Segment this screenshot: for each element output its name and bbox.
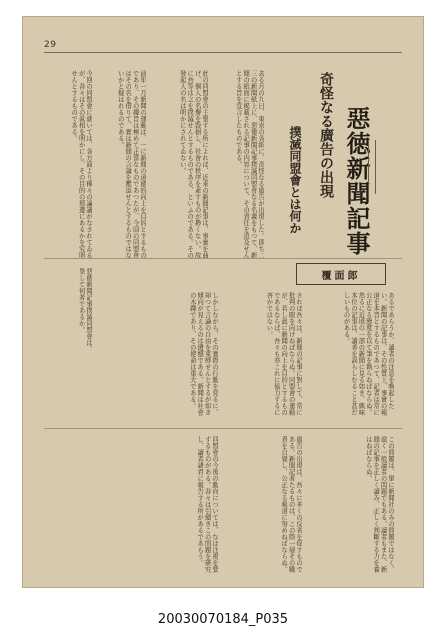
headline-block bbox=[268, 70, 380, 258]
upper-column-b: 此の同盟會の主張する所によれば、近來の新聞記事は、事實を曲げ、個人の名譽を毀損し、社會の秩序を紊すものが尠くない。故に吾等は之を撲滅せんとするものである、といふのである。その發起人の名は明かにされてゐない。 bbox=[178, 70, 208, 259]
lower-column-f: 同盟會の今後の動向については、なほ注視を要するものがある。吾々は引續きこの問題を研究し、讀者諸君に報告する所があるであらう。 bbox=[196, 436, 218, 573]
lower-column-b: されば吾々は、新聞の記事に對して、常に批判の眼を向けねばならぬ。同盟會の運動が、若し眞に新聞の向上を目的とするものであるならば、吾々も亦これに協力するに吝かではない。 bbox=[265, 292, 302, 416]
column-rule-lower bbox=[44, 428, 402, 429]
header-rule bbox=[44, 52, 402, 53]
headline-main: 惡徳新聞記事 bbox=[342, 106, 371, 256]
column-rule-upper bbox=[44, 258, 402, 259]
upper-column-a: 去る月の九日、東京の各紙に、奇怪なる廣告が出現した。即ち二三の新聞紙上に、惡徳新聞記事撲滅同盟會なる名義をもつて、新聞の紙面に掲載される記事の内容について、その責任を追及せんとする旨を宣言したものである。 bbox=[234, 70, 264, 259]
headline-kicker: 奇怪なる廣告の出現 bbox=[318, 72, 334, 198]
lower-column-c: しかしながら、その實際の行動を見るに、却つて言論の自由を束縛せんとするが如き傾向が見えるのは遺憾である。新聞は社會の木鐸であり、その使命は重大である。 bbox=[188, 292, 218, 416]
section-label: 覆面郎 bbox=[296, 263, 386, 285]
upper-column-e: 惡徳新聞記事撲滅同盟會は、果して何者であるか。 bbox=[77, 268, 92, 353]
lower-column-d: この問題は、單に新聞社のみの問題ではなく、廣く一般讀者の問題でもある。讀者もまた、新聞の記事を正しく讀み、正しく判斷する力を養はねばならぬ。 bbox=[364, 436, 394, 573]
headline-ornament bbox=[368, 140, 376, 194]
lower-column-a: あるであらうか、讀者の注意を喚起したい。新聞の記事は、その性質上、事實の報道を本旨とするものであつて、記者は常に公正なる態度を以て筆を執らねばならぬ。然るに近頃の一部の新聞に見る如き、興味本位の記事は、讀者を誤らしむること甚だしいものがある。 bbox=[342, 292, 394, 416]
upper-column-d: 今回の同盟會に就いては、各方面より種々の論議がなされてゐるが、吾々はその眞相を明かにし、その目的の那邊にあるかを究明せんとするものである。 bbox=[70, 70, 92, 259]
headline-subtitle: 撲滅同盟會とは何か bbox=[288, 126, 302, 234]
lower-column-e: 廣告の出現は、吾々に多くの反省を促すものである。新聞記者たるものは、この際一層その職責を自覺し、公正なる報道に努めねばならぬ。 bbox=[280, 436, 302, 573]
image-caption: 20030070184_P035 bbox=[157, 612, 289, 627]
upper-column-c: 前年一月新聞の運動は、一に新聞の道徳的向上を目的とするものであり、その趣旨は極めて正當なものであつたが、今回の同盟會はその名を借りて、實は新聞の言論を壓迫せんとするものではないかと疑はれるのである。 bbox=[116, 70, 146, 259]
page-number: 29 bbox=[44, 40, 57, 50]
